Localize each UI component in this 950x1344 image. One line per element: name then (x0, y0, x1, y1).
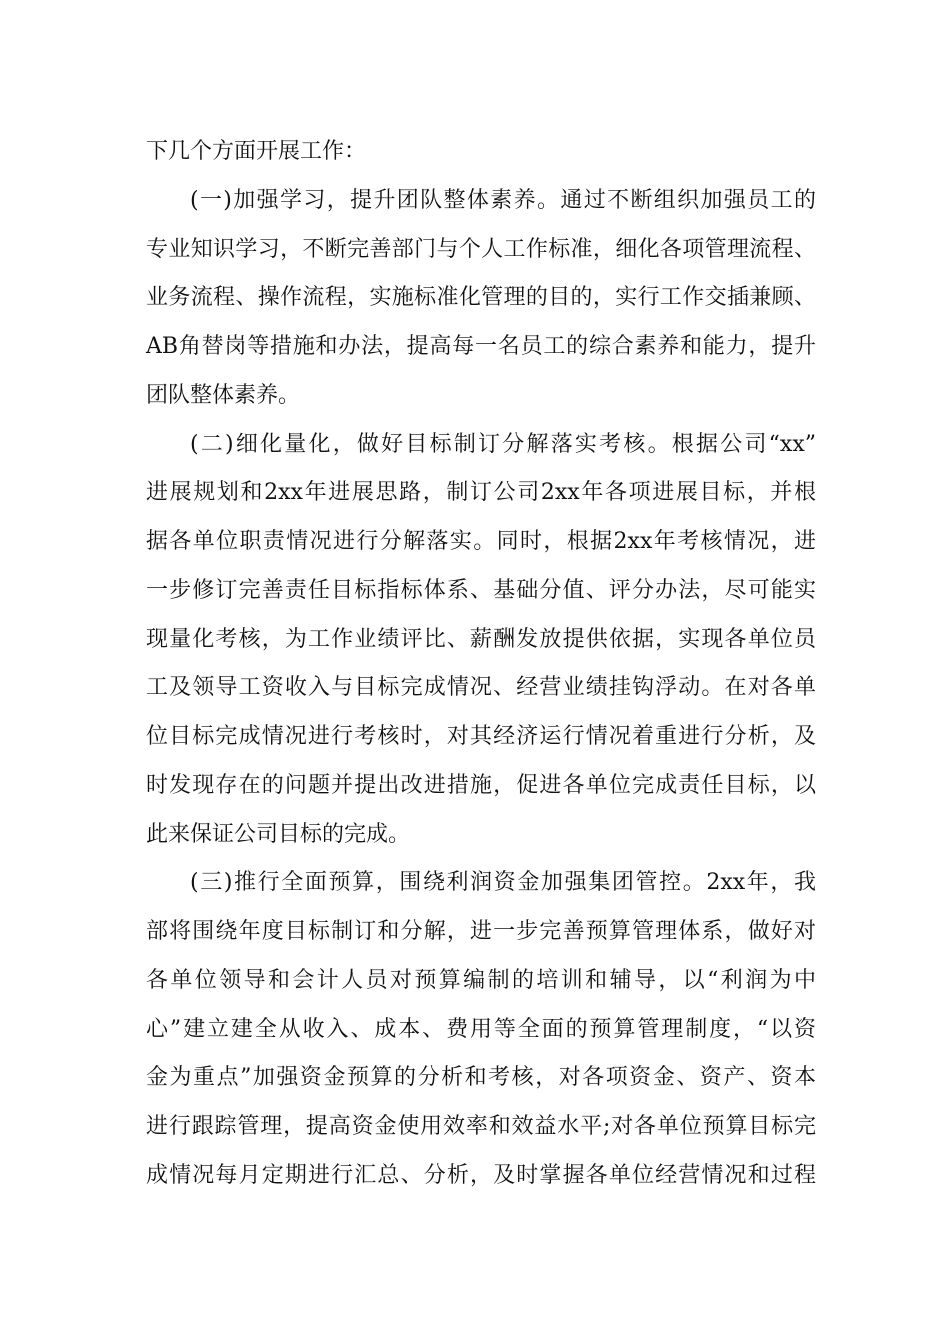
text-line: 一步修订完善责任目标指标体系、基础分值、评分办法，尽可能实 (146, 577, 816, 603)
text-line: 此来保证公司目标的完成。 (146, 821, 411, 847)
text-line: 业务流程、操作流程，实施标准化管理的目的，实行工作交插兼顾、 (146, 285, 816, 311)
text-line: 时发现存在的问题并提出改进措施，促进各单位完成责任目标，以 (146, 772, 816, 798)
text-line: 部将围绕年度目标制订和分解，进一步完善预算管理体系，做好对 (146, 919, 816, 944)
text-line: 成情况每月定期进行汇总、分析，及时掌握各单位经营情况和过程 (146, 1162, 816, 1188)
text-line: 进展规划和2xx年进展思路，制订公司2xx年各项进展目标，并根 (146, 480, 816, 506)
text-line: 金为重点”加强资金预算的分析和考核，对各项资金、资产、资本 (146, 1065, 816, 1091)
text-line: 心”建立建全从收入、成本、费用等全面的预算管理制度，“以资 (146, 1016, 816, 1042)
text-line: 专业知识学习，不断完善部门与个人工作标准，细化各项管理流程、 (146, 236, 816, 262)
text-line: 位目标完成情况进行考核时，对其经济运行情况着重进行分析，及 (146, 724, 816, 749)
text-line: 工及领导工资收入与目标完成情况、经营业绩挂钩浮动。在对各单 (146, 675, 816, 701)
text-line: 团队整体素养。 (146, 382, 301, 408)
text-line: 据各单位职责情况进行分解落实。同时，根据2xx年考核情况，进 (146, 529, 816, 554)
text-line: (一)加强学习，提升团队整体素养。通过不断组织加强员工的 (190, 187, 816, 213)
document-body (146, 128, 816, 1201)
text-line: 进行跟踪管理，提高资金使用效率和效益水平;对各单位预算目标完 (146, 1114, 816, 1139)
text-line: 下几个方面开展工作： (146, 139, 367, 164)
text-line: (三)推行全面预算，围绕利润资金加强集团管控。2xx年，我 (190, 870, 816, 896)
text-line: (二)细化量化，做好目标制订分解落实考核。根据公司“xx” (190, 431, 816, 457)
text-line: 各单位领导和会计人员对预算编制的培训和辅导，以“利润为中 (146, 967, 816, 993)
text-line: 现量化考核，为工作业绩评比、薪酬发放提供依据，实现各单位员 (146, 626, 816, 652)
text-line: AB角替岗等措施和办法，提高每一名员工的综合素养和能力，提升 (146, 334, 816, 359)
